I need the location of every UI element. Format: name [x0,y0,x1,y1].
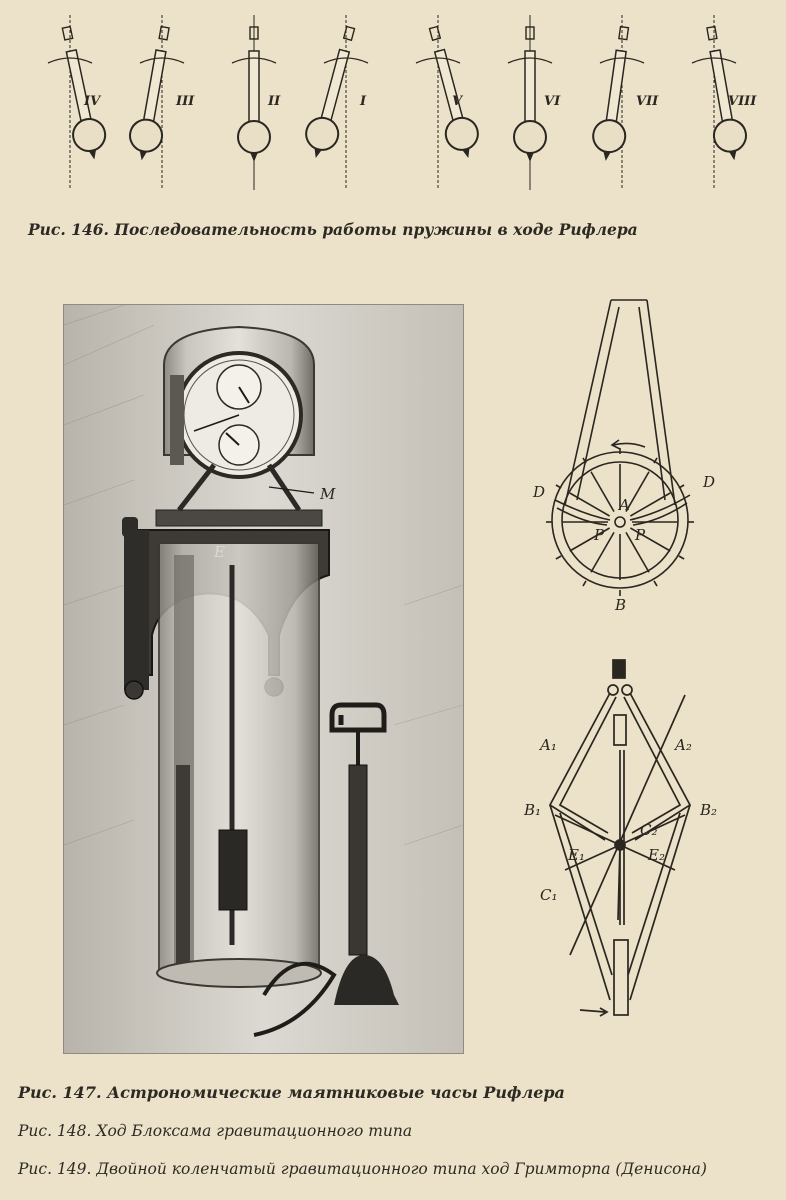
figure-146-caption [28,220,638,239]
stage-label: VII [636,94,659,109]
figure-148-caption-number: Рис. 148. [18,1122,92,1140]
pendulum-stage [48,15,110,190]
label-a: A [619,496,630,514]
wheel-tooth [679,556,684,559]
label-a1: A₁ [540,736,557,754]
wheel-tooth [654,581,657,586]
figure-149-caption-text: Двойной коленчатый гравитационного типа ход Гримторпа (Денисона) [96,1160,707,1178]
pendulum-stage [692,15,757,190]
label-a2: A₂ [675,736,692,754]
figure-149-caption-number: Рис. 149. [18,1160,92,1178]
label-b2: B₂ [700,801,718,819]
label-p-left: P [594,526,605,544]
pendulum-stage [508,15,561,190]
figure-149-grimthorpe-escapement [510,655,730,1045]
figure-146-pendulum-sequence [20,15,770,195]
figure-148-caption [18,1122,412,1140]
pendulum-stage [232,15,281,190]
figure-147-caption [18,1083,565,1102]
pendulum-stage [300,15,368,190]
stage-label: VI [544,94,561,109]
pendulum-stage [590,15,659,190]
stage-label: III [176,94,195,109]
figure-149-caption [18,1160,707,1178]
label-c1: C₁ [540,886,558,904]
wheel-tooth [556,556,561,559]
wheel-spoke [630,493,670,516]
label-p-right: P [635,526,646,544]
stage-label: II [268,94,281,109]
label-d-right: D [703,473,716,491]
figure-147-caption-number: Рис. 147. [18,1083,102,1102]
figure-148-caption-text: Ход Блоксама гравитационного типа [96,1122,413,1140]
label-d-left: D [533,483,546,501]
clock-illustration [64,305,463,1053]
wheel-spoke [591,472,614,512]
figure-147-clock-photo [63,304,464,1054]
stage-label: VIII [728,94,757,109]
pendulum-stage [126,15,195,190]
label-b: B [615,596,627,614]
figure-147-caption-text: Астрономические маятниковые часы Рифлера [107,1083,565,1102]
stage-label: IV [84,94,101,109]
label-e1: E₁ [568,846,585,864]
figure-146-caption-text: Последовательность работы пружины в ходе Рифлера [114,220,638,239]
label-e2: E₂ [648,846,665,864]
stage-label: V [452,94,463,109]
stage-label: I [360,94,367,109]
wheel-tooth [583,581,586,586]
label-b1: B₁ [524,801,542,819]
figure-146-caption-number: Рис. 146. [28,220,109,239]
figure-148-bloxam-escapement [515,295,725,615]
pendulum-stage [416,15,484,190]
label-m: M [320,485,336,503]
wheel-spoke [570,493,610,516]
label-c2: C₂ [640,821,658,839]
